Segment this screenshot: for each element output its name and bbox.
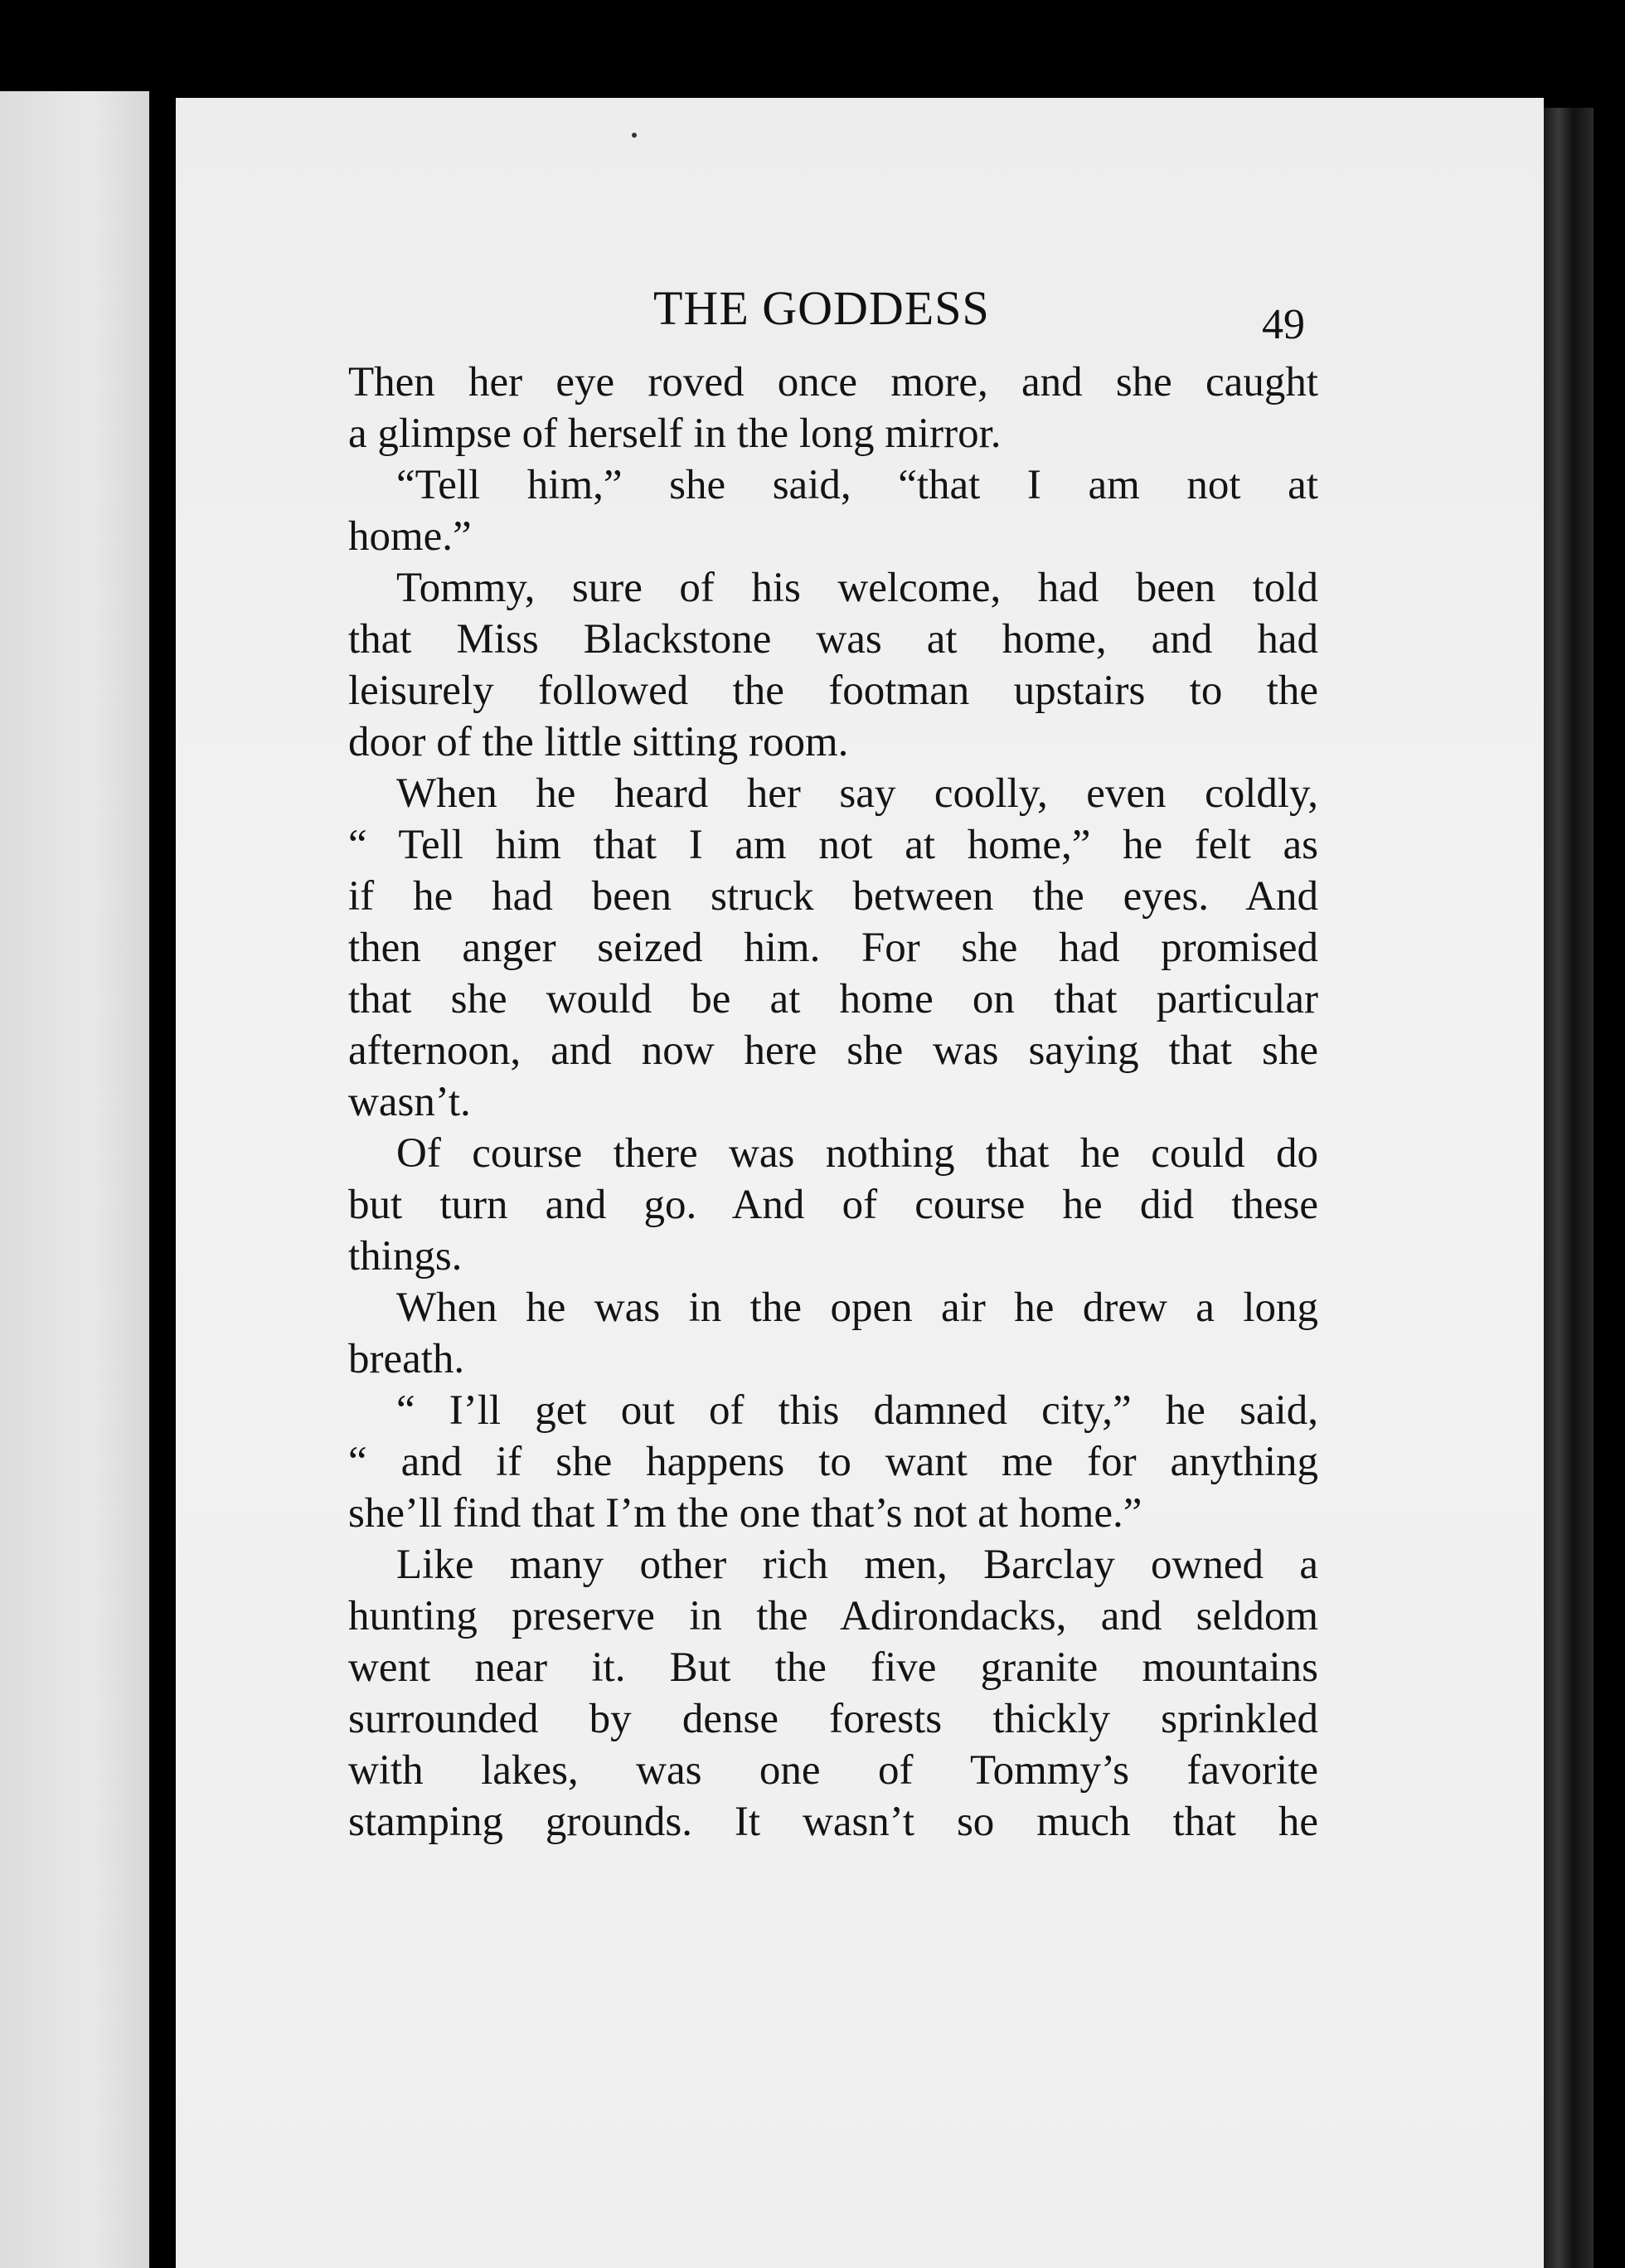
text-line: that she would be at home on that particular (348, 976, 1318, 1022)
text-line: home.” (348, 513, 472, 560)
page-block-edge (1544, 108, 1593, 2268)
text-line: wasn’t. (348, 1079, 471, 1125)
text-line: “ I’ll get out of this damned city,” he said, (396, 1387, 1318, 1434)
text-line: things. (348, 1233, 463, 1280)
page-number: 49 (1262, 301, 1305, 348)
running-title: THE GODDESS (653, 281, 990, 335)
running-head (176, 280, 1544, 347)
text-line: When he heard her say coolly, even coldly, (396, 770, 1318, 817)
text-line: Then her eye roved once more, and she caught (348, 359, 1318, 406)
text-line: hunting preserve in the Adirondacks, and seldom (348, 1593, 1318, 1639)
text-line: Of course there was nothing that he could do (396, 1130, 1318, 1177)
text-line: When he was in the open air he drew a long (396, 1285, 1318, 1331)
text-line: a glimpse of herself in the long mirror. (348, 410, 1002, 457)
text-line: “Tell him,” she said, “that I am not at (396, 462, 1318, 508)
text-line: “ Tell him that I am not at home,” he felt as (348, 822, 1318, 868)
text-line: if he had been struck between the eyes. And (348, 873, 1318, 920)
text-line: breath. (348, 1336, 465, 1382)
text-line: Like many other rich men, Barclay owned a (396, 1542, 1318, 1588)
page-body-text (348, 357, 1318, 1848)
scan-speck (632, 133, 637, 138)
text-line: with lakes, was one of Tommy’s favorite (348, 1747, 1318, 1794)
text-line: “ and if she happens to want me for anything (348, 1439, 1318, 1485)
text-line: afternoon, and now here she was saying that she (348, 1027, 1318, 1074)
text-line: surrounded by dense forests thickly sprinkled (348, 1696, 1318, 1742)
facing-page-edge (0, 91, 149, 2268)
text-line: went near it. But the five granite mountains (348, 1644, 1318, 1691)
text-line: Tommy, sure of his welcome, had been told (396, 565, 1318, 611)
text-line: that Miss Blackstone was at home, and had (348, 616, 1318, 663)
text-line: door of the little sitting room. (348, 719, 849, 765)
text-line: but turn and go. And of course he did these (348, 1182, 1318, 1228)
text-line: leisurely followed the footman upstairs to the (348, 668, 1318, 714)
text-line: then anger seized him. For she had promised (348, 925, 1318, 971)
text-line: stamping grounds. It wasn’t so much that he (348, 1799, 1318, 1845)
text-line: she’ll find that I’m the one that’s not at home.” (348, 1490, 1142, 1537)
